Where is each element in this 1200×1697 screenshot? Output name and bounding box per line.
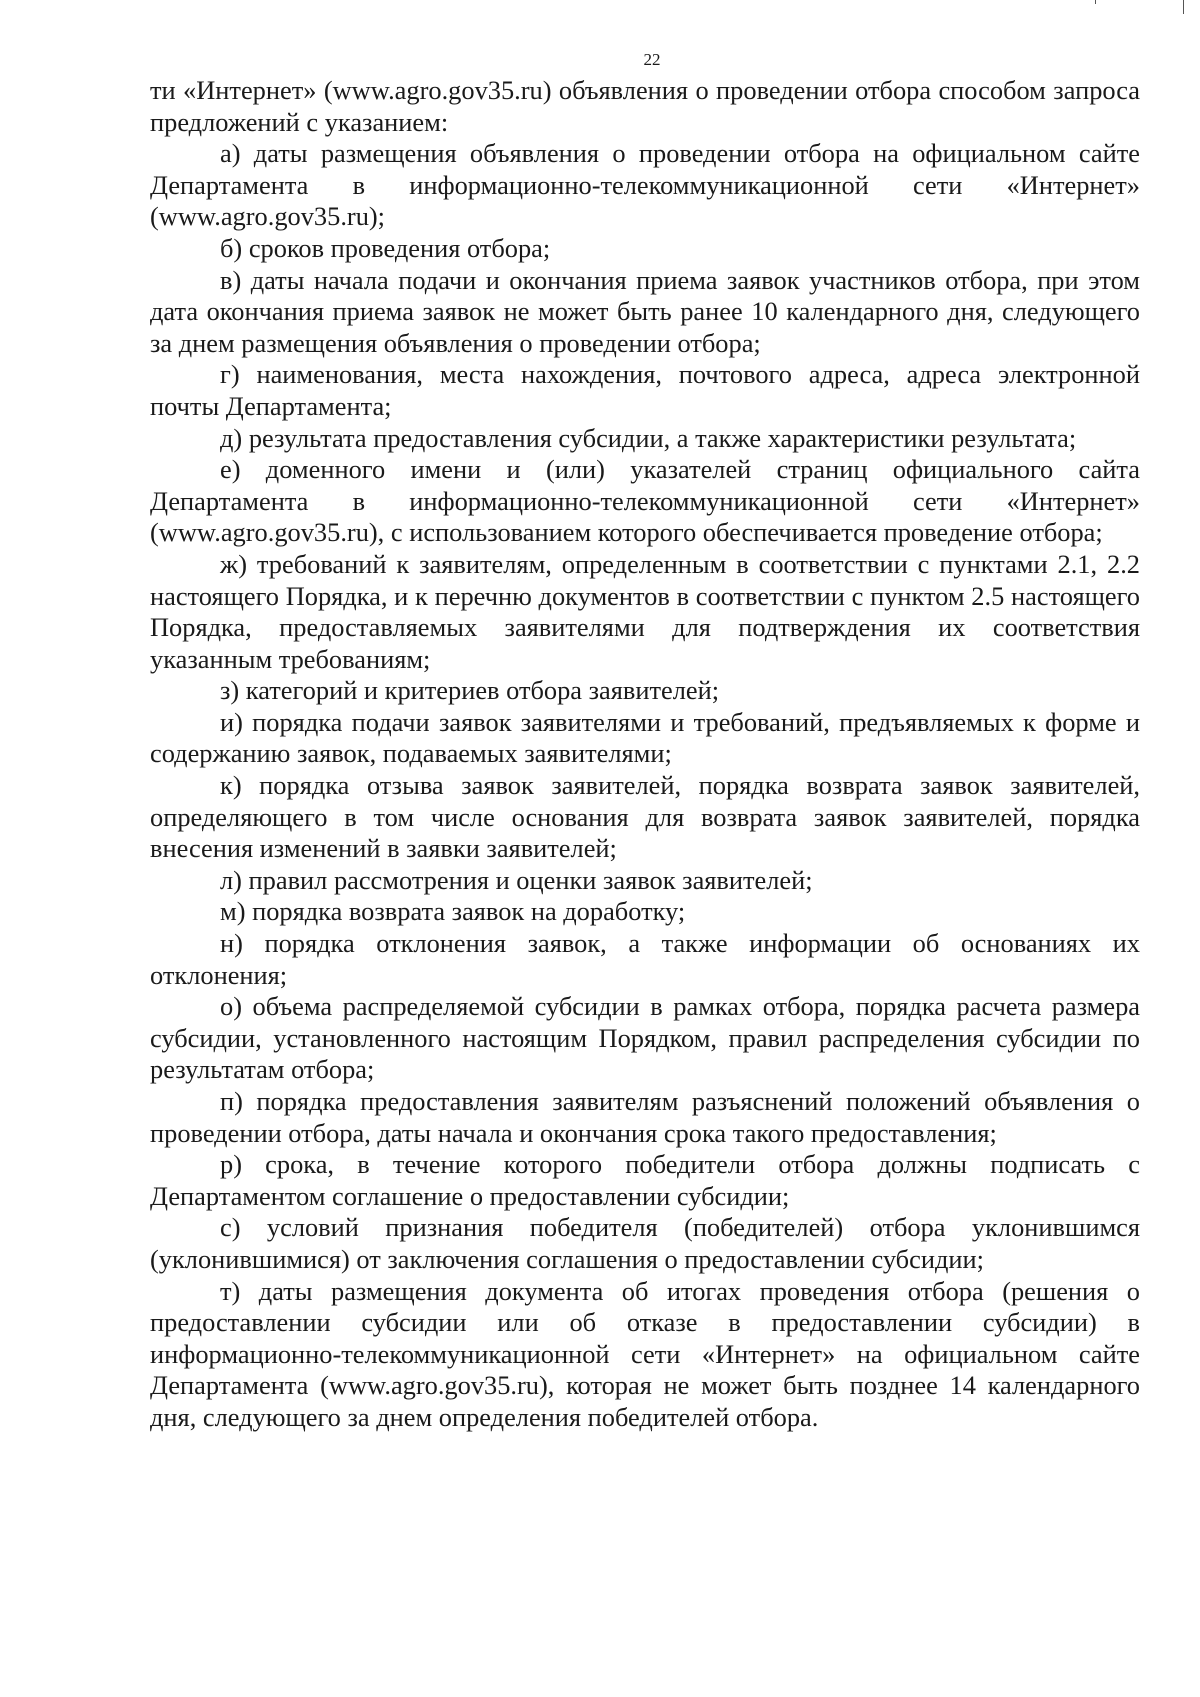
list-item-paragraph: л) правил рассмотрения и оценки заявок заявителей; [220, 864, 813, 895]
list-item-paragraph: и) порядка подачи заявок заявителями и требований, предъявляемых к форме и содержанию заявок, подаваемых заявителями; [150, 706, 1140, 769]
document-body [150, 75, 1140, 1434]
list-item-paragraph: а) даты размещения объявления о проведении отбора на официальном сайте Департамента в информационно-телекоммуникационной сети «Интернет» (www.agro.gov35.ru); [150, 138, 1140, 232]
scan-mark-top-right [1183, 0, 1184, 14]
list-item-paragraph: е) доменного имени и (или) указателей страниц официального сайта Департамента в информационно-телекоммуникационной сети «Интернет» (www.agro.gov35.ru), с использованием которого обеспечивается проведение отбора; [150, 454, 1140, 548]
list-item-paragraph: р) срока, в течение которого победители отбора должны подписать с Департаментом соглашение о предоставлении субсидии; [150, 1149, 1140, 1211]
list-item-paragraph: п) порядка предоставления заявителям разъяснений положений объявления о проведении отбора, даты начала и окончания срока такого предоставления; [150, 1086, 1140, 1148]
list-item-paragraph: с) условий признания победителя (победителей) отбора уклонившимся (уклонившимися) от заключения соглашения о предоставлении субсидии; [150, 1212, 1140, 1274]
page-number: 22 [643, 50, 661, 69]
list-item-paragraph: д) результата предоставления субсидии, а также характеристики результата; [220, 422, 1077, 453]
list-item-paragraph: б) сроков проведения отбора; [220, 232, 551, 263]
list-item-paragraph: з) категорий и критериев отбора заявителей; [220, 675, 720, 706]
list-item-paragraph: в) даты начала подачи и окончания приема заявок участников отбора, при этом дата окончания приема заявок не может быть ранее 10 календарного дня, следующего за днем размещения объявления о проведении отбора; [150, 264, 1140, 358]
list-item-paragraph: к) порядка отзыва заявок заявителей, порядка возврата заявок заявителей, определяющего в том числе основания для возврата заявок заявителей, порядка внесения изменений в заявки заявителей; [150, 770, 1140, 864]
list-item-paragraph: о) объема распределяемой субсидии в рамках отбора, порядка расчета размера субсидии, установленного настоящим Порядком, правил распределения субсидии по результатам отбора; [150, 991, 1140, 1085]
list-item-paragraph: м) порядка возврата заявок на доработку; [220, 896, 686, 927]
list-item-paragraph: т) даты размещения документа об итогах проведения отбора (решения о предоставлении субсидии или об отказе в предоставлении субсидии) в информационно-телекоммуникационной сети «Интернет» на официальном сайте Департамента (www.agro.gov35.ru), которая не может быть позднее 14 календарного дня, следующего за днем определения победителей отбора. [150, 1275, 1140, 1432]
list-item-paragraph: н) порядка отклонения заявок, а также информации об основаниях их отклонения; [150, 928, 1140, 990]
scan-mark-top-right-2 [1095, 0, 1096, 4]
list-item-paragraph: ж) требований к заявителям, определенным в соответствии с пунктами 2.1, 2.2 настоящего Порядка, и к перечню документов в соответствии с пунктом 2.5 настоящего Порядка, предоставляемых заявителями для подтверждения их соответствия указанным требованиям; [150, 548, 1140, 674]
paragraph-continuation: ти «Интернет» (www.agro.gov35.ru) объявления о проведении отбора способом запроса предложений с указанием: [150, 75, 1140, 137]
list-item-paragraph: г) наименования, места нахождения, почтового адреса, адреса электронной почты Департамента; [150, 359, 1140, 421]
